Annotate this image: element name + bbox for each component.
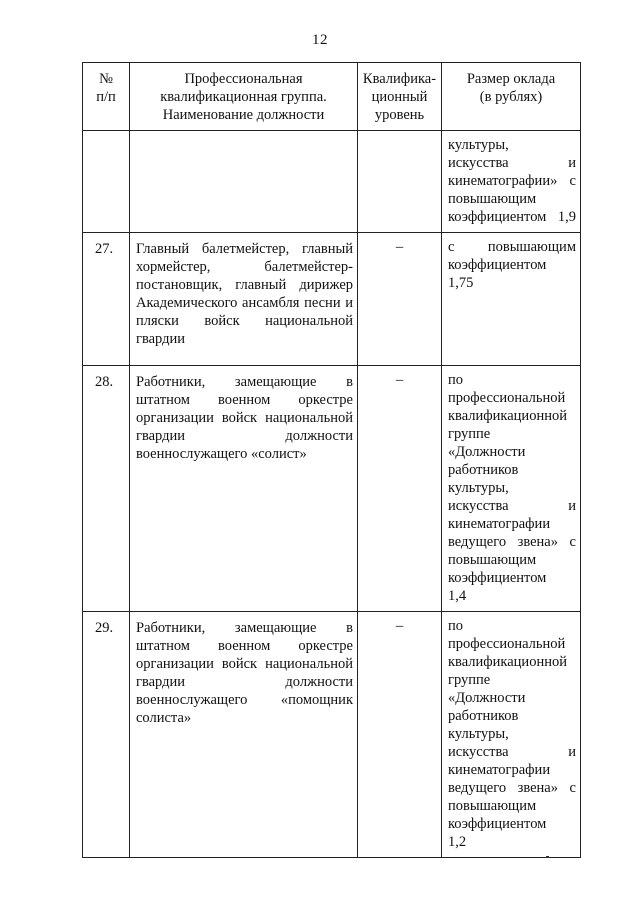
salary-cell [442,366,581,612]
salary-line: повышающим [448,798,537,814]
header-num [83,63,130,131]
row-number: 27. [94,241,114,257]
salary-table [82,62,581,858]
salary-text [442,612,580,857]
salary-line: искусства и [448,155,576,171]
salary-line: работников [448,462,519,478]
header-level-line: Квалифика- [362,71,437,87]
table-row [83,233,581,366]
salary-line: по [448,618,464,634]
page-number: 12 [312,32,328,48]
salary-line: культуры, [448,137,509,153]
header-name-line: Профессиональная [184,71,303,87]
salary-line: «Должности [448,444,526,460]
salary-line: искусства и [448,744,576,760]
position-name-cell [130,366,358,612]
salary-line: искусства и [448,498,576,514]
row-number-cell [83,131,130,233]
salary-line: культуры, [448,726,509,742]
qualification-level-cell [358,612,442,858]
salary-cell [442,233,581,366]
header-num-line: № [99,71,113,87]
salary-line: повышающим [448,552,537,568]
position-name: Главный балетмейстер, главный хормейстер, балетмейстер-постановщик, главный дирижер Академического ансамбля песни и пляски войск национальной гвардии [136,241,353,347]
qualification-level-cell [358,366,442,612]
table-row [83,612,581,858]
salary-text [442,366,580,611]
position-name: Работники, замещающие в штатном военном оркестре организации войск национальной гвардии должности военнослужащего «солист» [136,374,353,462]
qualification-level-cell [358,131,442,233]
qualification-level: – [395,372,404,388]
salary-line: кинематографии [448,516,551,532]
salary-text [442,233,580,298]
qualification-level-cell [358,233,442,366]
row-number: 29. [94,620,114,636]
position-name: Работники, замещающие в штатном военном оркестре организации войск национальной гвардии должности военнослужащего «помощник солиста» [136,620,353,726]
salary-text [442,131,580,232]
qualification-level [358,131,441,136]
salary-line: с повышающим [448,239,576,255]
header-name-line: Наименование должности [162,107,325,123]
salary-line: ведущего звена» с [448,780,576,796]
table-header-row [83,63,581,131]
salary-line: группе [448,672,491,688]
salary-cell [442,612,581,858]
salary-line: коэффициентом 1,9 [448,209,576,225]
salary-line: группе [448,426,491,442]
row-number-cell [83,366,130,612]
header-level-line: ционный [371,89,428,105]
row-number-cell [83,233,130,366]
position-name-cell [130,131,358,233]
salary-line: кинематографии» с [448,173,576,189]
salary-line: работников [448,708,519,724]
salary-line: повышающим [448,191,537,207]
table-row [83,366,581,612]
qualification-level: – [395,618,404,634]
scan-mark [546,856,549,858]
salary-line: ведущего звена» с [448,534,576,550]
salary-cell [442,131,581,233]
position-name [130,131,357,144]
salary-line: кинематографии [448,762,551,778]
salary-line: коэффициентом [448,816,547,832]
salary-line: профессиональной [448,636,566,652]
header-name-line: квалификационная группа. [160,89,327,105]
salary-line: 1,75 [448,275,474,291]
position-name-cell [130,233,358,366]
header-salary [442,63,581,131]
header-salary-line: Размер оклада [466,71,556,87]
salary-line: 1,2 [448,834,467,850]
header-name [130,63,358,131]
salary-line: квалификационной [448,408,567,424]
table-row [83,131,581,233]
row-number: 28. [94,374,114,390]
header-level-line: уровень [374,107,425,123]
header-salary-line: (в рублях) [479,89,543,105]
qualification-level: – [395,239,404,255]
header-num-line: п/п [96,89,116,105]
salary-line: 1,4 [448,588,467,604]
salary-line: по [448,372,464,388]
salary-line: квалификационной [448,654,567,670]
row-number-cell [83,612,130,858]
salary-line: культуры, [448,480,509,496]
position-name-cell [130,612,358,858]
salary-line: профессиональной [448,390,566,406]
salary-line: коэффициентом [448,257,547,273]
salary-line: коэффициентом [448,570,547,586]
row-number [83,131,129,138]
salary-line: «Должности [448,690,526,706]
header-level [358,63,442,131]
